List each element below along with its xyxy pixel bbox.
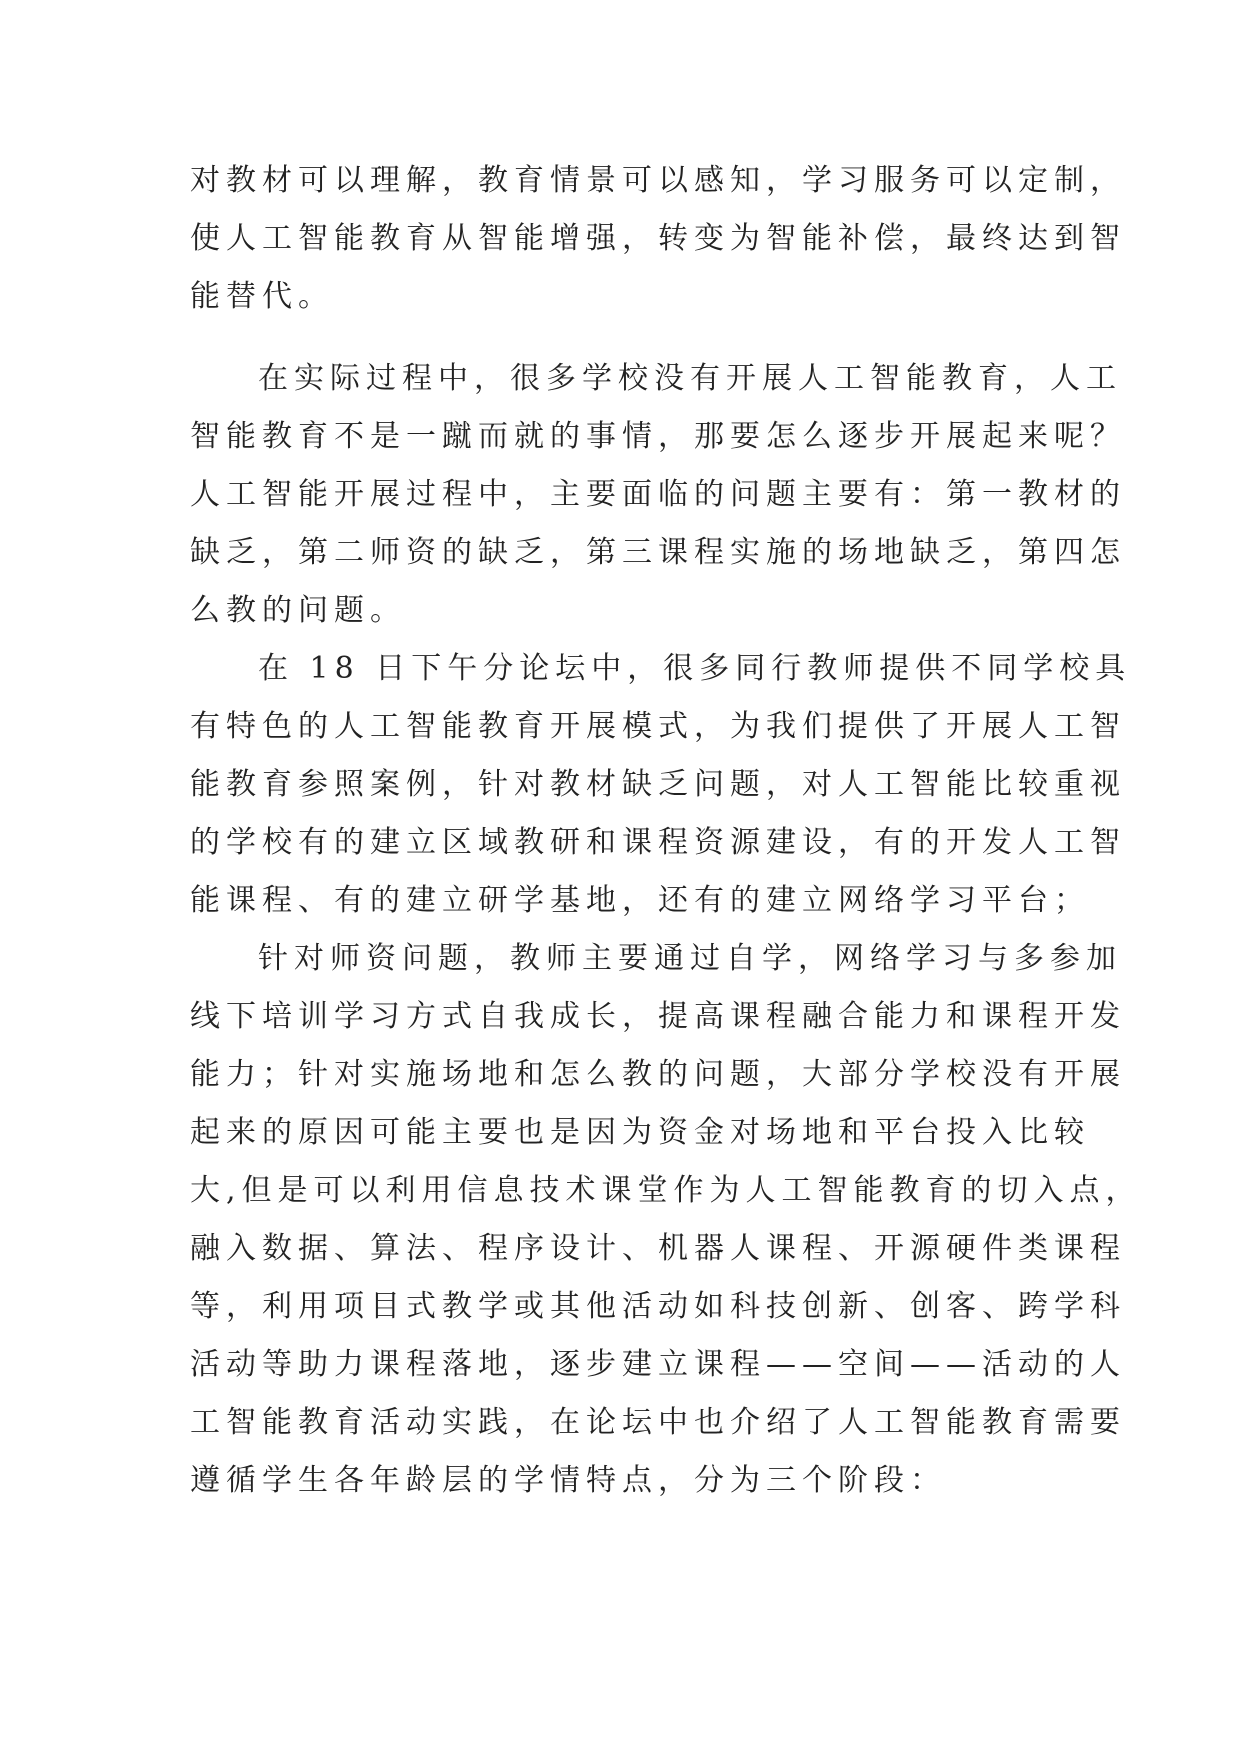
- paragraph-line: 遵循学生各年龄层的学情特点，分为三个阶段：: [190, 1463, 946, 1498]
- paragraph-line: 在 18 日下午分论坛中，很多同行教师提供不同学校具: [258, 651, 1132, 686]
- paragraph-4: [190, 930, 1142, 1510]
- paragraph-line: 起来的原因可能主要也是因为资金对场地和平台投入比较: [190, 1115, 1090, 1150]
- paragraph-1: [190, 152, 1126, 326]
- paragraph-line: 么教的问题。: [190, 593, 406, 628]
- paragraph-line: 线下培训学习方式自我成长，提高课程融合能力和课程开发: [190, 999, 1126, 1034]
- paragraph-line: 对教材可以理解，教育情景可以感知，学习服务可以定制，: [190, 163, 1126, 198]
- paragraph-line: 的学校有的建立区域教研和课程资源建设，有的开发人工智: [190, 825, 1126, 860]
- paragraph-line: 能替代。: [190, 279, 334, 314]
- paragraph-line: 能课程、有的建立研学基地，还有的建立网络学习平台；: [190, 883, 1090, 918]
- paragraph-line: 融入数据、算法、程序设计、机器人课程、开源硬件类课程: [190, 1231, 1126, 1266]
- paragraph-line: 能教育参照案例，针对教材缺乏问题，对人工智能比较重视: [190, 767, 1126, 802]
- paragraph-line: 智能教育不是一蹴而就的事情，那要怎么逐步开展起来呢？: [190, 419, 1126, 454]
- paragraph-2: [190, 350, 1126, 640]
- paragraph-line: 缺乏，第二师资的缺乏，第三课程实施的场地缺乏，第四怎: [190, 535, 1126, 570]
- paragraph-line: 在实际过程中，很多学校没有开展人工智能教育，人工: [258, 361, 1122, 396]
- paragraph-line: 活动等助力课程落地，逐步建立课程——空间——活动的人: [190, 1347, 1126, 1382]
- paragraph-line: 等，利用项目式教学或其他活动如科技创新、创客、跨学科: [190, 1289, 1126, 1324]
- paragraph-line: 人工智能开展过程中，主要面临的问题主要有：第一教材的: [190, 477, 1126, 512]
- paragraph-line: 能力；针对实施场地和怎么教的问题，大部分学校没有开展: [190, 1057, 1126, 1092]
- paragraph-3: [190, 640, 1132, 930]
- paragraph-line: 使人工智能教育从智能增强，转变为智能补偿，最终达到智: [190, 221, 1126, 256]
- paragraph-line: 大,但是可以利用信息技术课堂作为人工智能教育的切入点，: [190, 1173, 1142, 1208]
- paragraph-line: 工智能教育活动实践，在论坛中也介绍了人工智能教育需要: [190, 1405, 1126, 1440]
- paragraph-line: 有特色的人工智能教育开展模式，为我们提供了开展人工智: [190, 709, 1126, 744]
- paragraph-line: 针对师资问题，教师主要通过自学，网络学习与多参加: [258, 941, 1122, 976]
